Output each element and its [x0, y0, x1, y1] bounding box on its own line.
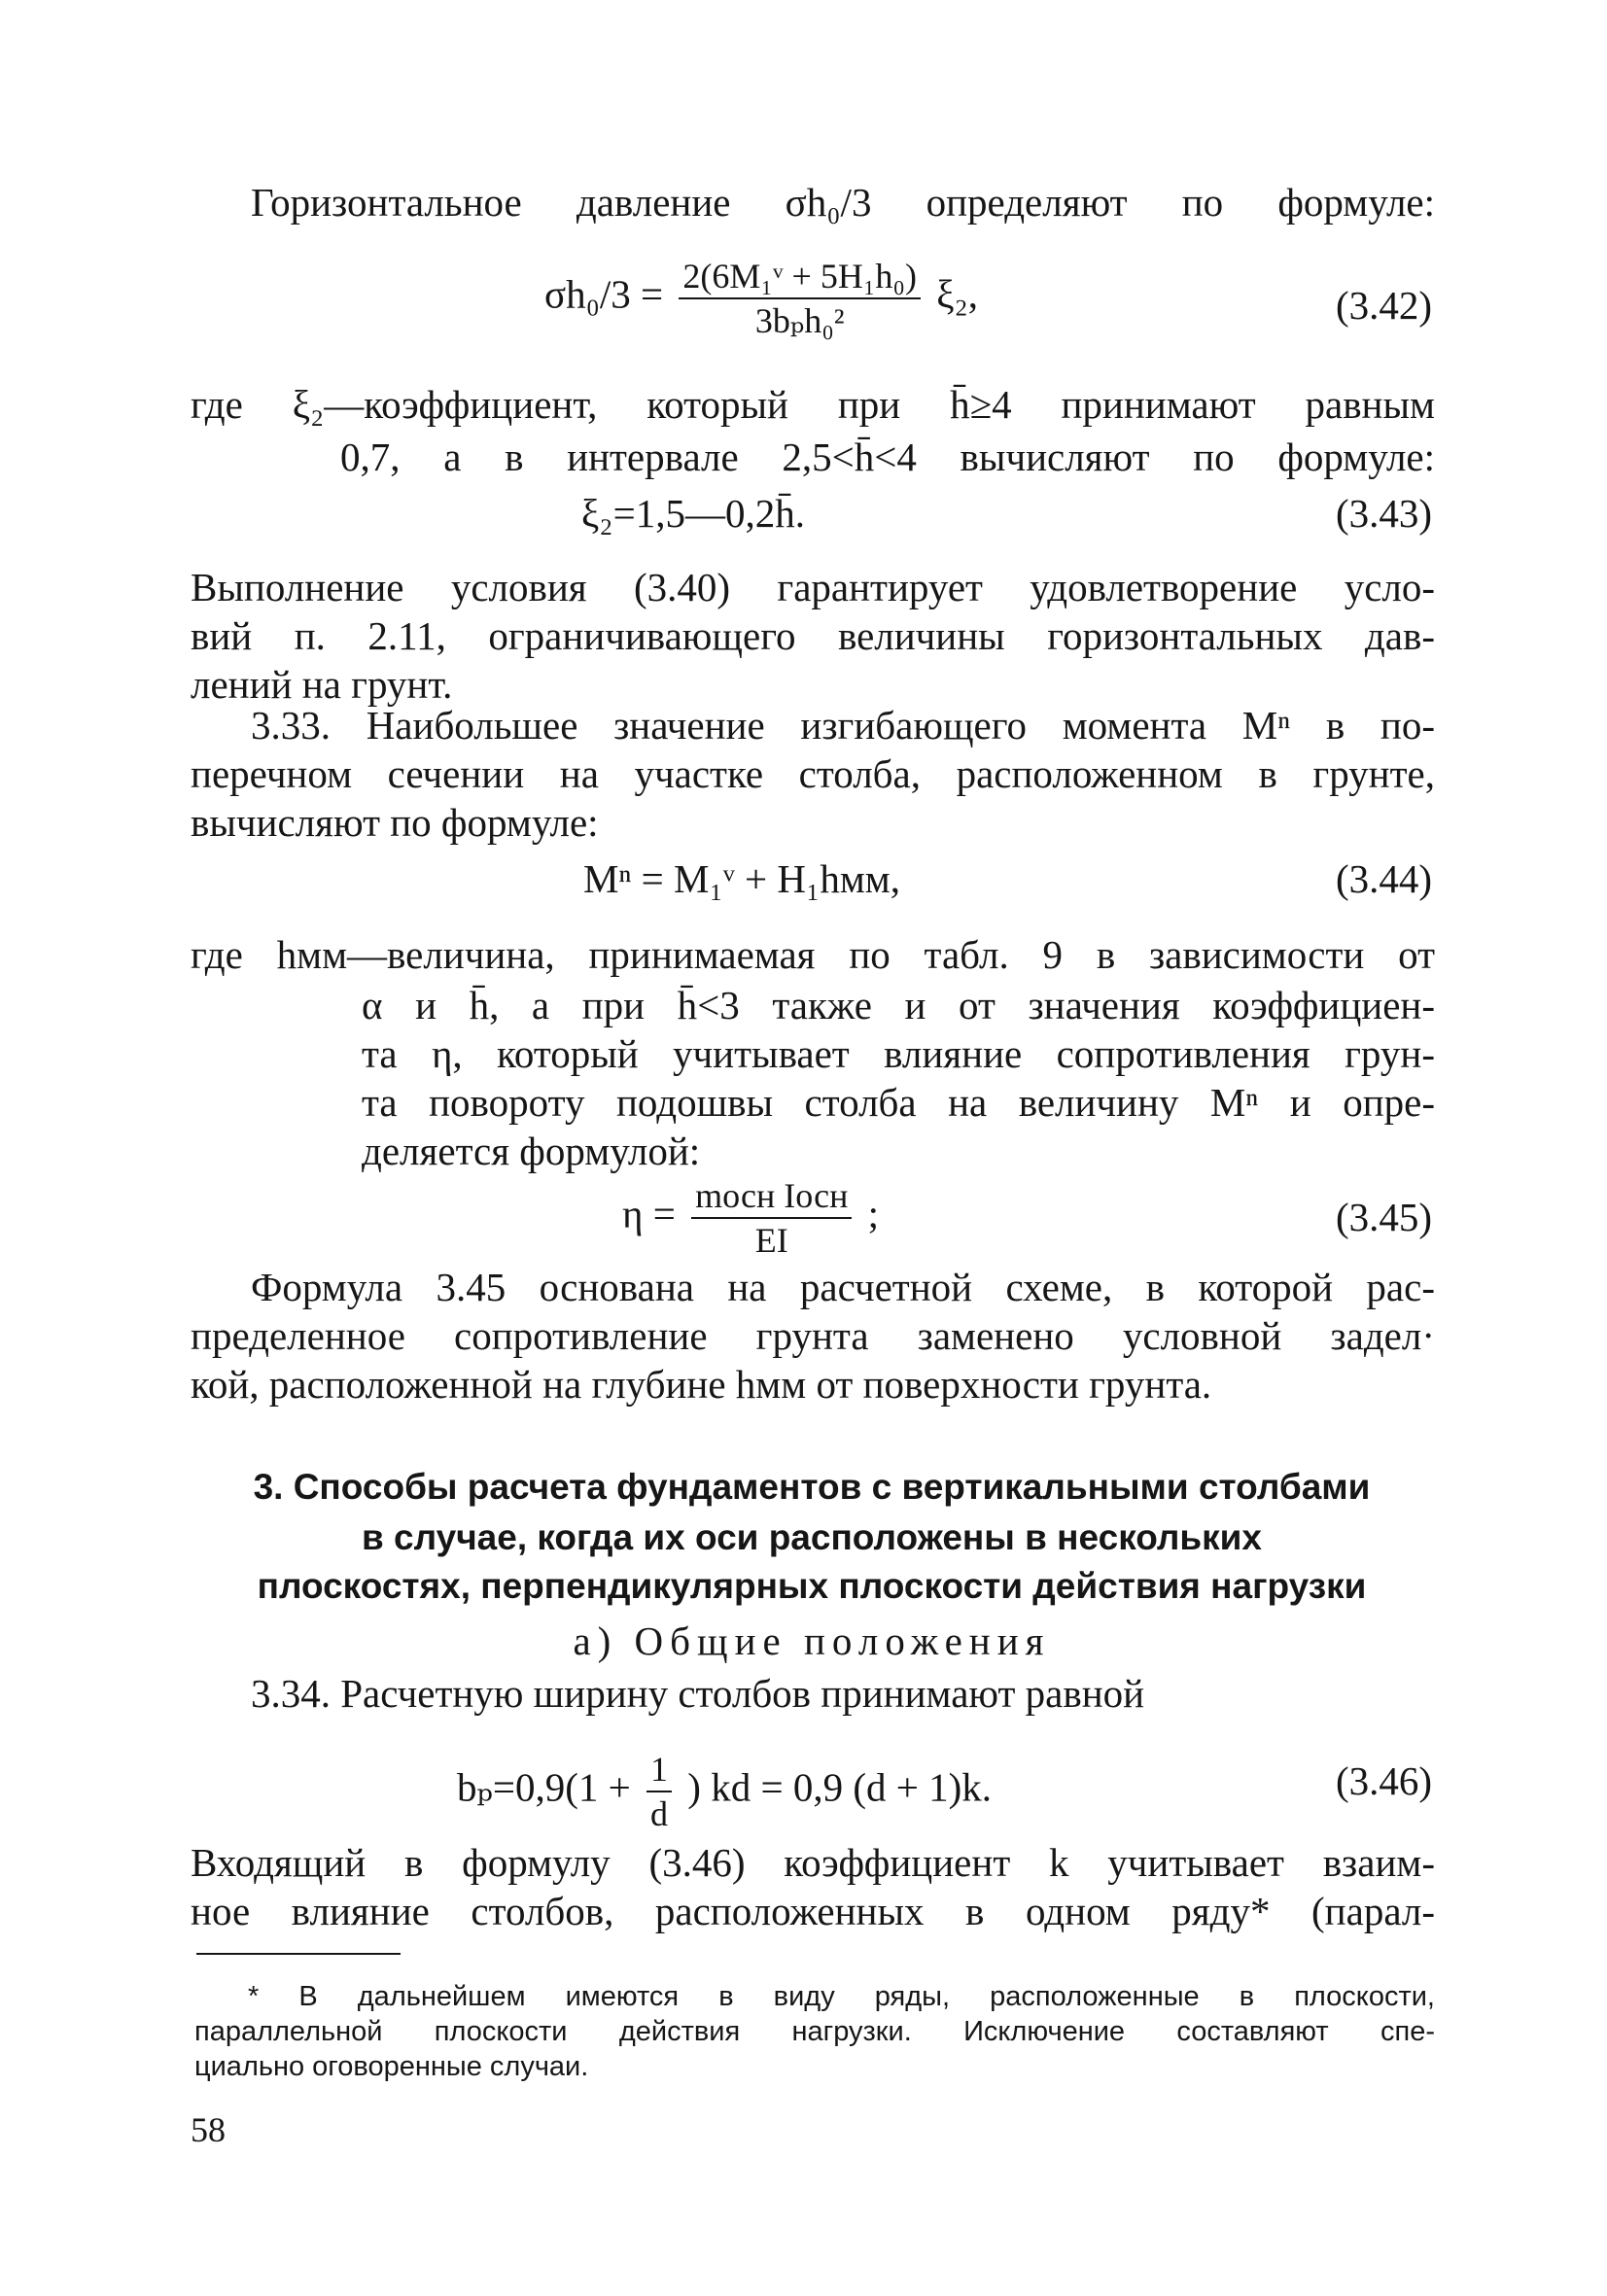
para3-line-3: кой, расположенной на глубине hмм от поверхности грунта. — [191, 1362, 1212, 1407]
para2-line-3: вычисляют по формуле: — [191, 800, 599, 845]
eq-3-46-post: ) kd = 0,9 (d + 1)k. — [687, 1764, 993, 1810]
para3-line-2: пределенное сопротивление грунта заменено условной задел· — [191, 1313, 1435, 1358]
eq-number-3-42: (3.42) — [1335, 283, 1432, 328]
eq-number-3-46: (3.46) — [1335, 1758, 1432, 1803]
footnote-line-2: параллельной плоскости действия нагрузки. Исключение составляют спе- — [194, 2016, 1435, 2047]
where2-line-4: та повороту подошвы столба на величину Mⁿ и опре- — [362, 1080, 1435, 1125]
para1-line-3: лений на грунт. — [191, 662, 453, 707]
footnote-separator — [196, 1953, 401, 1955]
eq-number-3-43: (3.43) — [1335, 491, 1432, 536]
para3-line-1: Формула 3.45 основана на расчетной схеме, в которой рас- — [251, 1265, 1435, 1309]
eq-3-46-fraction — [646, 1748, 672, 1835]
where2-line-3: та η, который учитывает влияние сопротивления грун- — [362, 1031, 1435, 1076]
section-heading-line-1: 3. Способы расчета фундаментов с вертикальными столбами — [253, 1467, 1371, 1507]
where-line-1: где ξ₂—коэффициент, который при h̄≥4 принимают равным — [191, 382, 1435, 427]
para5-line-1: Входящий в формулу (3.46) коэффициент k учитывает взаим- — [191, 1840, 1435, 1885]
eq-3-42-lhs: σh₀/3 = — [544, 271, 664, 317]
equation-3-46 — [457, 1748, 992, 1835]
eq-number-3-45: (3.45) — [1335, 1195, 1432, 1239]
equation-3-42 — [544, 255, 978, 342]
footnote-line-1: * В дальнейшем имеются в виду ряды, расположенные в плоскости, — [248, 1981, 1435, 2012]
eq-3-46-numerator: 1 — [646, 1748, 672, 1792]
where2-line-2: α и h̄, а при h̄<3 также и от значения коэффициен- — [362, 983, 1435, 1027]
eq-3-46-pre: bₚ=0,9(1 + — [457, 1764, 631, 1810]
intro-line: Горизонтальное давление σh₀/3 определяют по формуле: — [251, 180, 1435, 225]
para1-line-1: Выполнение условия (3.40) гарантирует удовлетворение усло- — [191, 565, 1435, 609]
para2-line-1: 3.33. Наибольшее значение изгибающего момента Mⁿ в по- — [251, 703, 1435, 748]
equation-3-44: Mⁿ = M₁ᵛ + H₁hмм, — [583, 856, 900, 901]
eq-3-45-denominator: EI — [754, 1221, 788, 1260]
footnote-line-3: циально оговоренные случаи. — [194, 2051, 589, 2082]
eq-3-42-tail: ξ₂, — [936, 271, 979, 317]
para4-line: 3.34. Расчетную ширину столбов принимают равной — [251, 1671, 1145, 1716]
where-line-2: 0,7, а в интервале 2,5<h̄<4 вычисляют по формуле: — [340, 435, 1435, 479]
para2-line-2: перечном сечении на участке столба, расположенном в грунте, — [191, 751, 1435, 796]
eq-3-46-denominator: d — [650, 1794, 669, 1833]
eq-3-42-denominator: 3bₚh₀² — [754, 301, 845, 340]
eq-3-45-fraction — [691, 1174, 852, 1262]
equation-3-43: ξ₂=1,5—0,2h̄. — [581, 491, 805, 536]
where2-line-1: где hмм—величина, принимаемая по табл. 9 в зависимости от — [191, 932, 1435, 977]
eq-3-42-fraction — [679, 255, 921, 342]
eq-3-45-tail: ; — [867, 1191, 880, 1236]
eq-number-3-44: (3.44) — [1335, 856, 1432, 901]
section-heading-line-2: в случае, когда их оси расположены в нескольких — [362, 1517, 1262, 1557]
eq-3-45-lhs: η = — [622, 1191, 676, 1236]
para5-line-2: ное влияние столбов, расположенных в одном ряду* (парал- — [191, 1889, 1435, 1933]
page-number: 58 — [191, 2110, 226, 2149]
subheading: а) Общие положения — [573, 1618, 1051, 1663]
where2-line-5: деляется формулой: — [362, 1129, 701, 1173]
section-heading-line-3: плоскостях, перпендикулярных плоскости действия нагрузки — [257, 1566, 1367, 1606]
para1-line-2: вий п. 2.11, ограничивающего величины горизонтальных дав- — [191, 613, 1435, 658]
equation-3-45 — [622, 1174, 879, 1262]
eq-3-42-numerator: 2(6M₁ᵛ + 5H₁h₀) — [679, 255, 921, 299]
eq-3-45-numerator: mосн Iосн — [691, 1174, 852, 1219]
